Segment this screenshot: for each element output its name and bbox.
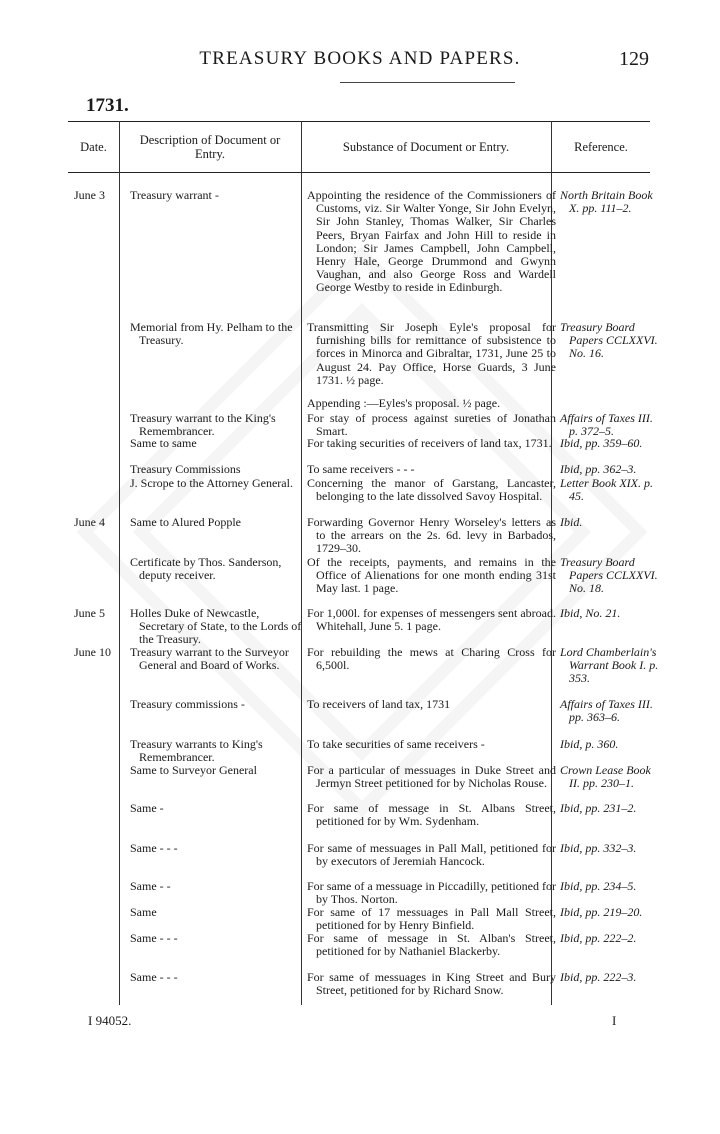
entry-substance: Appointing the residence of the Commissioners of Customs, viz. Sir Walter Yonge, Sir John Evelyn, Sir John Stanley, Thomas Walker, Sir Charles Peers, Bryan Fairfax and John Hill to reside in London; Sir James Campbell, John Campbell, Henry Hale, George Drummond and Gwynn Vaughan, and also George Ross and Wardell George Westby to reside in Edinburgh. (307, 188, 556, 295)
entry-description: Same to Surveyor General (130, 763, 257, 777)
entry-reference: Ibid, pp. 219–20. (560, 905, 643, 919)
entry-reference: Ibid, No. 21. (560, 606, 621, 620)
signature-mark: I (612, 1013, 617, 1028)
entry-date: June 3 (74, 188, 105, 202)
entry-substance: To take securities of same receivers - (307, 737, 485, 751)
entry-reference: Treasury Board Papers CCLXXVI. No. 18. (560, 555, 658, 596)
entry-reference: Ibid, pp. 362–3. (560, 462, 637, 476)
entry-substance: Concerning the manor of Garstang, Lancaster, belonging to the late dissolved Savoy Hospital. (307, 476, 556, 504)
entry-date: June 5 (74, 606, 105, 620)
entry-substance: For same of a messuage in Piccadilly, petitioned for by Thos. Norton. (307, 879, 556, 907)
entry-reference: Ibid, p. 360. (560, 737, 619, 751)
entry-substance: For same of message in St. Albans Street, petitioned for by Wm. Sydenham. (307, 801, 556, 829)
entry-reference: Ibid, pp. 222–3. (560, 970, 637, 984)
entry-description: Same - (130, 801, 164, 815)
entry-reference: Ibid, pp. 332–3. (560, 841, 637, 855)
entry-reference: Crown Lease Book II. pp. 230–1. (560, 763, 651, 791)
entry-substance: For same of 17 messuages in Pall Mall Street, petitioned for by Henry Binfield. (307, 905, 556, 933)
entry-reference: Ibid, pp. 222–2. (560, 931, 637, 945)
entry-reference: Ibid. (560, 515, 583, 529)
entry-description: J. Scrope to the Attorney General. (130, 476, 293, 490)
column-header-date: Date. (80, 139, 107, 154)
entry-description: Same to Alured Popple (130, 515, 241, 529)
entry-description: Same - - - (130, 931, 178, 945)
running-title: TREASURY BOOKS AND PAPERS. (199, 48, 521, 69)
entry-description: Same (130, 905, 157, 919)
entry-description: Certificate by Thos. Sanderson, deputy receiver. (130, 555, 282, 583)
entry-substance: For taking securities of receivers of land tax, 1731. (307, 436, 552, 450)
entry-reference: Ibid, pp. 234–5. (560, 879, 637, 893)
entry-substance: To receivers of land tax, 1731 (307, 697, 451, 711)
entry-substance: For same of messuages in King Street and Bury Street, petitioned for by Richard Snow. (307, 970, 556, 998)
entry-description: Same to same (130, 436, 197, 450)
column-divider (119, 121, 120, 1005)
entry-substance: For rebuilding the mews at Charing Cross for 6,500l. (307, 645, 556, 673)
entry-substance: Transmitting Sir Joseph Eyle's proposal for furnishing bills for remittance of subsistence to forces in Minorca and Gibraltar, 1731, June 25 to August 24. Pay Office, Horse Guards, 3 June 1731. ½ page. (307, 320, 556, 387)
entry-description: Same - - - (130, 841, 178, 855)
entry-substance: Forwarding Governor Henry Worseley's letters as to the arrears on the 2s. 6d. levy in Barbados, 1729–30. (307, 515, 556, 556)
entry-description: Treasury warrant to the King's Remembrancer. (130, 411, 276, 439)
year-heading: 1731. (86, 95, 129, 116)
entry-substance: To same receivers - - - (307, 462, 415, 476)
entry-reference: Letter Book XIX. p. 45. (560, 476, 653, 504)
table-header-rule (68, 172, 650, 173)
page-number: 129 (619, 48, 649, 70)
entry-description: Treasury Commissions (130, 462, 241, 476)
entry-substance: For same of message in St. Alban's Street, petitioned for by Nathaniel Blackerby. (307, 931, 556, 959)
entry-substance: For a particular of messuages in Duke Street and Jermyn Street petitioned for by Nicholas Rouse. (307, 763, 556, 791)
entry-description: Same - - - (130, 970, 178, 984)
entry-description: Memorial from Hy. Pelham to the Treasury. (130, 320, 293, 348)
column-header-description: Description of Document or Entry. (139, 132, 281, 161)
entry-reference: Affairs of Taxes III. pp. 363–6. (560, 697, 653, 725)
entry-description: Treasury warrant - (130, 188, 219, 202)
entry-reference: North Britain Book X. pp. 111–2. (560, 188, 653, 216)
column-header-reference: Reference. (574, 139, 628, 154)
entry-substance: Of the receipts, payments, and remains in the Office of Alienations for one month ending 31st May last. 1 page. (307, 555, 556, 596)
entry-description: Treasury warrant to the Surveyor General and Board of Works. (130, 645, 289, 673)
entry-appending: Appending :—Eyles's proposal. ½ page. (307, 396, 501, 410)
entry-description: Holles Duke of Newcastle, Secretary of State, to the Lords of the Treasury. (130, 606, 302, 647)
entry-date: June 4 (74, 515, 105, 529)
entry-description: Treasury warrants to King's Remembrancer. (130, 737, 263, 765)
entry-substance: For 1,000l. for expenses of messengers sent abroad. Whitehall, June 5. 1 page. (307, 606, 556, 634)
entry-description: Treasury commissions - (130, 697, 245, 711)
entry-reference: Ibid, pp. 359–60. (560, 436, 643, 450)
header-rule (340, 82, 515, 83)
printer-signature: I 94052. (88, 1013, 132, 1028)
column-header-substance: Substance of Document or Entry. (342, 139, 510, 154)
entry-substance: For same of messuages in Pall Mall, petitioned for by executors of Jeremiah Hancock. (307, 841, 556, 869)
entry-reference: Lord Chamberlain's Warrant Book I. p. 353. (560, 645, 659, 686)
entry-substance: For stay of process against sureties of Jonathan Smart. (307, 411, 556, 439)
entry-date: June 10 (74, 645, 111, 659)
entry-reference: Treasury Board Papers CCLXXVI. No. 16. (560, 320, 658, 361)
entry-description: Same - - (130, 879, 171, 893)
entry-reference: Ibid, pp. 231–2. (560, 801, 637, 815)
entry-reference: Affairs of Taxes III. p. 372–5. (560, 411, 653, 439)
